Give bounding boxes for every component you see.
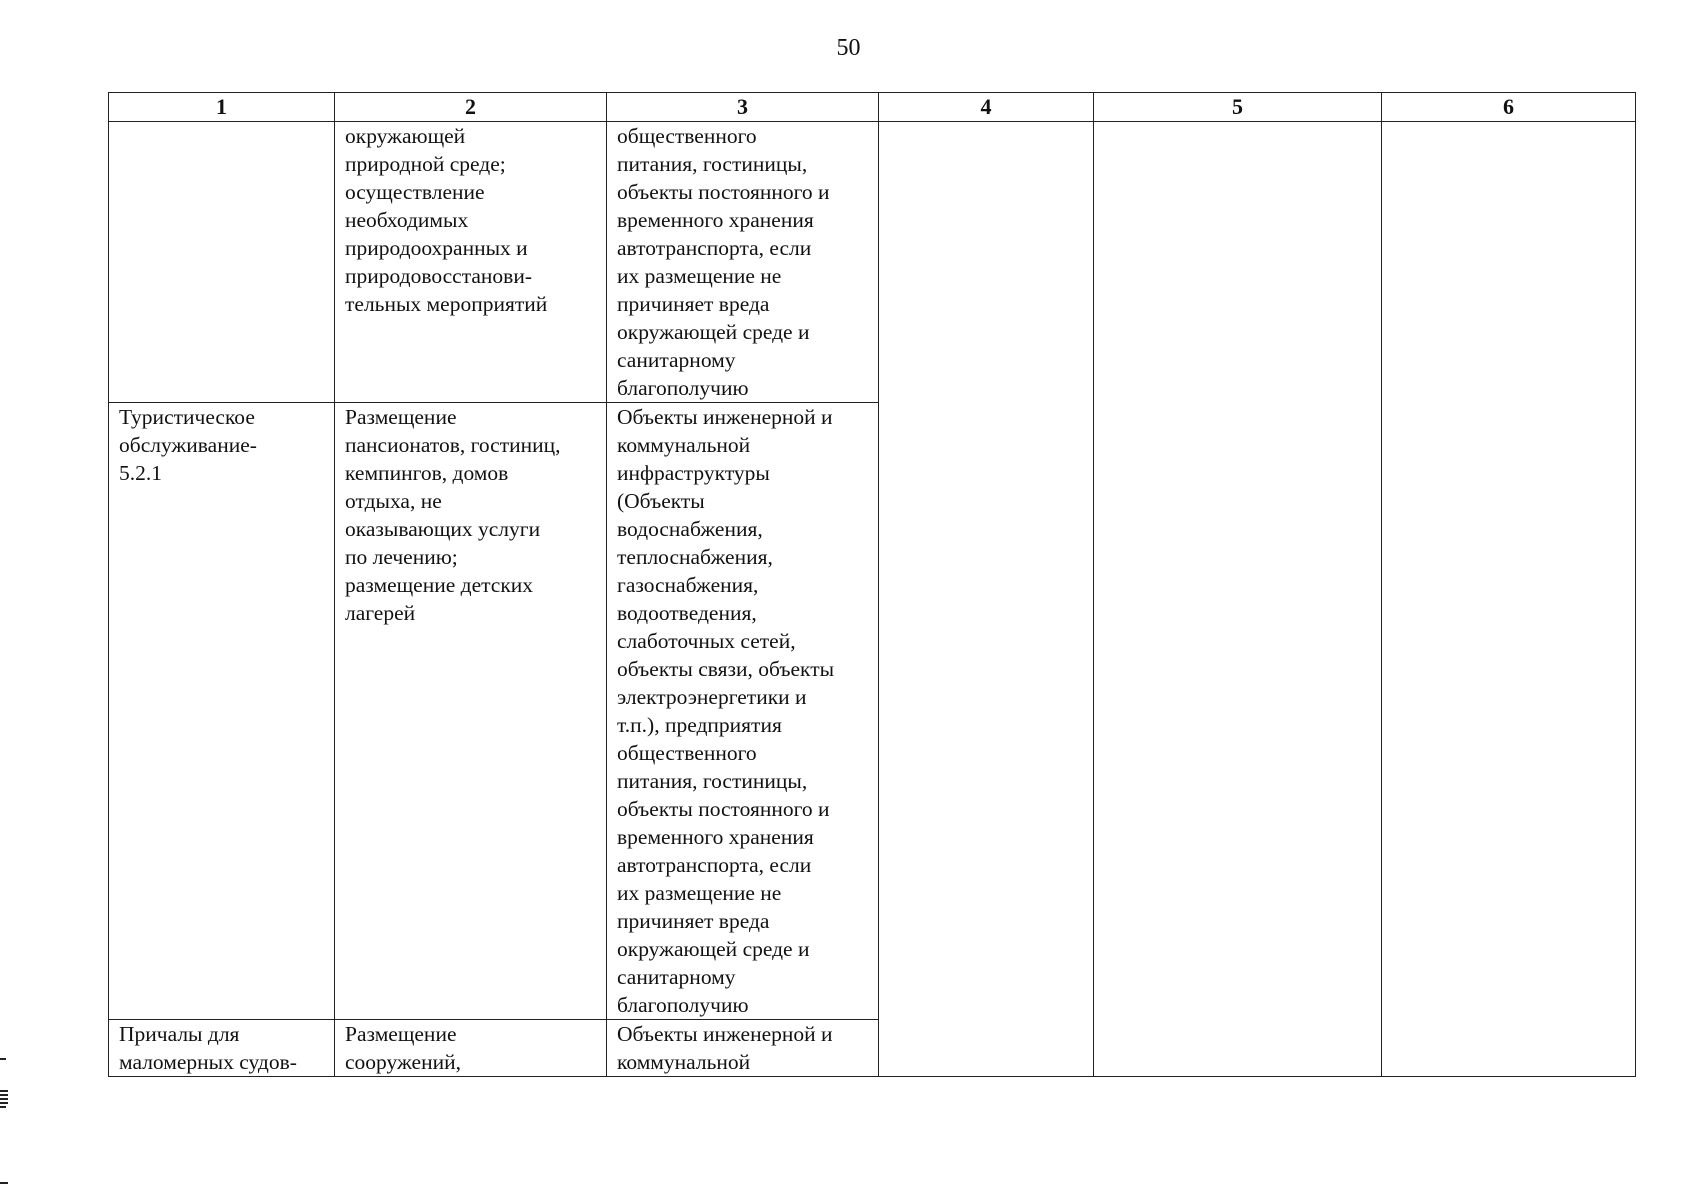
row-2-description: Размещение пансионатов, гостиниц, кемпингов, домов отдыха, не оказывающих услуги по лечению; размещение детских лагерей [335, 403, 607, 1020]
scan-margin-marks [0, 1058, 10, 1188]
page-number: 50 [836, 35, 861, 61]
column-5-cell [1094, 122, 1382, 1077]
row-3-description: Размещение сооружений, [335, 1020, 607, 1077]
column-4-cell [879, 122, 1094, 1077]
row-3-use-type: Причалы для маломерных судов- [109, 1020, 335, 1077]
row-1-use-type [109, 122, 335, 403]
land-use-table [108, 92, 1636, 1077]
column-header-4: 4 [879, 93, 1094, 122]
table-row [109, 122, 1636, 403]
row-1-description: окружающей природной среде; осуществление необходимых природоохранных и природовосстанови- тельных мероприятий [335, 122, 607, 403]
row-1-auxiliary-uses: общественного питания, гостиницы, объекты постоянного и временного хранения автотранспорта, если их размещение не причиняет вреда окружающей среде и санитарному благополучию [607, 122, 879, 403]
row-2-auxiliary-uses: Объекты инженерной и коммунальной инфраструктуры (Объекты водоснабжения, теплоснабжения, газоснабжения, водоотведения, слаботочных сетей, объекты связи, объекты электроэнергетики и т.п.), предприятия общественного питания, гостиницы, объекты постоянного и временного хранения автотранспорта, если их размещение не причиняет вреда окружающей среде и санитарному благополучию [607, 403, 879, 1020]
table-header-row [109, 93, 1636, 122]
column-6-cell [1382, 122, 1636, 1077]
column-header-1: 1 [109, 93, 335, 122]
row-2-use-type: Туристическое обслуживание- 5.2.1 [109, 403, 335, 1020]
column-header-3: 3 [607, 93, 879, 122]
column-header-5: 5 [1094, 93, 1382, 122]
column-header-6: 6 [1382, 93, 1636, 122]
column-header-2: 2 [335, 93, 607, 122]
row-3-auxiliary-uses: Объекты инженерной и коммунальной [607, 1020, 879, 1077]
